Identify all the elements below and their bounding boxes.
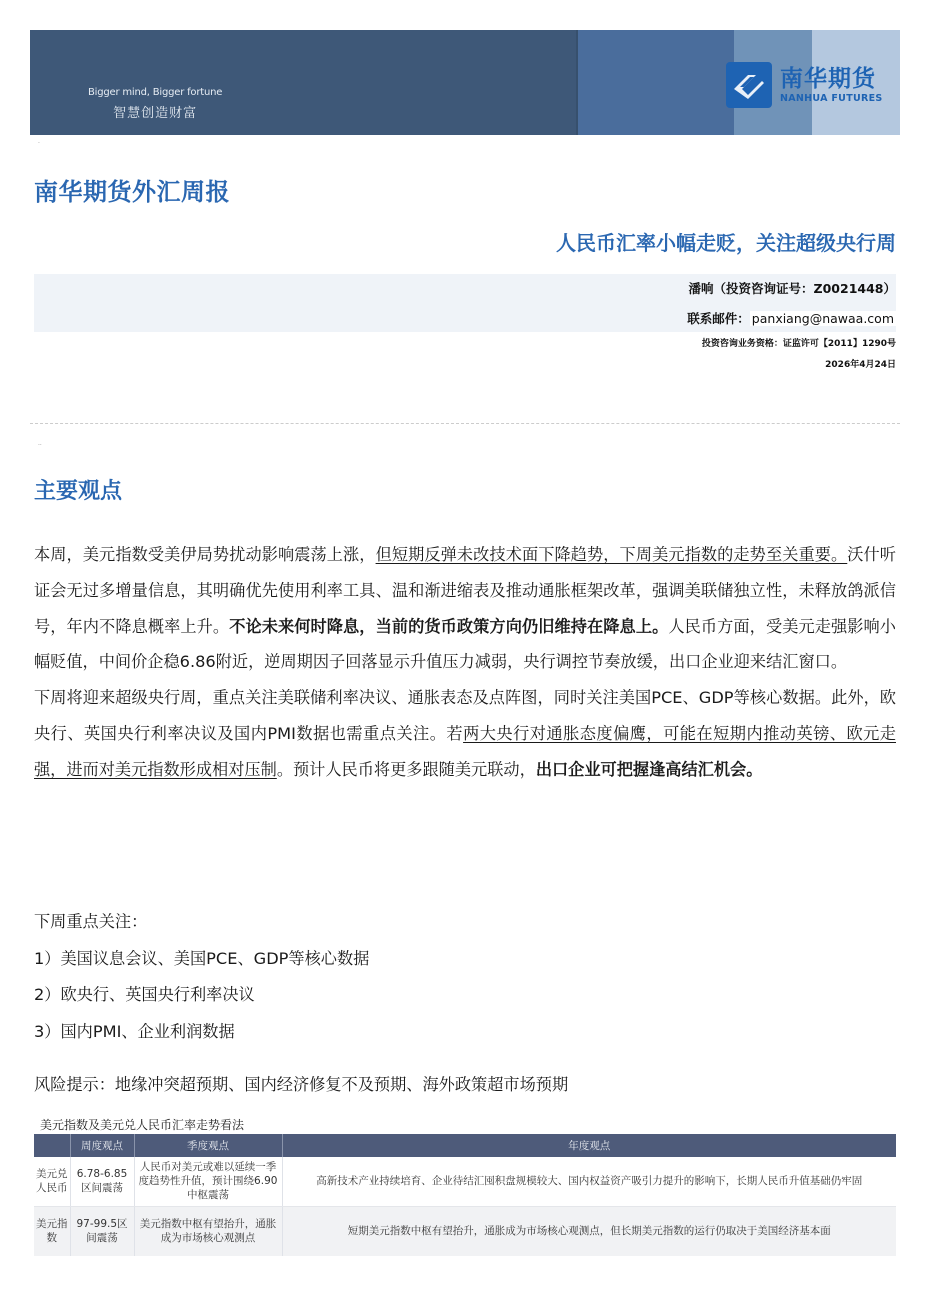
next-week-focus: [34, 904, 369, 1050]
paragraph-1: [34, 537, 896, 680]
text-run: 沃什听证会无过多增量信息，其明确优先使用利率工具、温和渐进缩表及推动通胀框架改革，强调美联储独立性，未释放鸽派信号，年内不降息概率上升。: [34, 545, 896, 636]
header-cell: 季度观点: [134, 1134, 282, 1157]
marker-dot: ··: [38, 442, 42, 449]
table-caption: 美元指数及美元兑人民币汇率走势看法: [40, 1118, 245, 1132]
quarterly-view: 人民币对美元或难以延续一季度趋势性升值，预计围绕6.90中枢震荡: [134, 1157, 282, 1206]
main-points-body: [34, 537, 896, 788]
bold-text: 不论未来何时降息，当前的货币政策方向仍旧维持在降息上。: [229, 616, 669, 636]
paragraph-2: [34, 680, 896, 787]
text-run: 人民币方面，受美元走强影响小幅贬值，中间价企稳6.86附近，逆周期因子回落显示升值压力减弱，央行调控节奏放缓，出口企业迎来结汇窗口。: [34, 616, 896, 672]
marker-dot: ·: [38, 140, 40, 147]
logo-mark-icon: [726, 62, 772, 108]
logo-text-cn: 南华期货: [780, 66, 876, 92]
bold-text: 出口企业可把握逢高结汇机会。: [535, 759, 763, 779]
header-cell: 年度观点: [282, 1134, 896, 1157]
contact-email-line: [687, 309, 896, 327]
weekly-view: 97-99.5区间震荡: [70, 1206, 134, 1256]
text-run: 下周将迎来超级央行周，重点关注美联储利率决议、通胀表态及点阵图，同时关注美国PCE、GDP等核心数据。此外，欧央行、英国央行利率决议及国内PMI数据也需重点关注。若: [34, 688, 896, 743]
row-label: 美元指数: [34, 1206, 70, 1256]
logo-text-en: NANHUA FUTURES: [780, 93, 883, 104]
table-row: [34, 1206, 896, 1256]
risk-warning: 风险提示：地缘冲突超预期、国内经济修复不及预期、海外政策超市场预期: [34, 1075, 569, 1094]
table-header-row: [34, 1134, 896, 1157]
quarterly-view: 美元指数中枢有望抬升，通胀成为市场核心观测点: [134, 1206, 282, 1256]
row-label: 美元兑人民币: [34, 1157, 70, 1206]
header-cell: 周度观点: [70, 1134, 134, 1157]
header-banner: [30, 30, 900, 135]
weekly-view: 6.78-6.85区间震荡: [70, 1157, 134, 1206]
analyst-name: 潘响（投资咨询证号：Z0021448）: [688, 281, 896, 296]
annual-view: 短期美元指数中枢有望抬升，通胀成为市场核心观测点，但长期美元指数的运行仍取决于美国经济基本面: [282, 1206, 896, 1256]
email-label: 联系邮件：: [687, 311, 750, 326]
section-divider: [30, 423, 900, 424]
focus-item: 3）国内PMI、企业利润数据: [34, 1021, 235, 1041]
outlook-table: [34, 1134, 896, 1256]
table-row: [34, 1157, 896, 1206]
underlined-text: 但短期反弹未改技术面下降趋势，下周美元指数的走势至关重要。: [375, 545, 848, 564]
text-run: 本周，美元指数受美伊局势扰动影响震荡上涨，: [34, 545, 376, 564]
company-logo: [726, 60, 896, 110]
focus-item: 1）美国议息会议、美国PCE、GDP等核心数据: [34, 948, 370, 968]
focus-heading: 下周重点关注：: [34, 912, 148, 931]
header-cell: [34, 1134, 70, 1157]
section-title-main-points: 主要观点: [34, 479, 123, 504]
report-title: 南华期货外汇周报: [34, 178, 230, 206]
qualification: 投资咨询业务资格：证监许可【2011】1290号: [701, 339, 896, 349]
underlined-text: 两大央行对通胀态度偏鹰，可能在短期内推动英镑、欧元走强，进而对美元指数形成相对压制: [34, 723, 896, 779]
banner-stripe: [578, 30, 734, 135]
annual-view: 高新技术产业持续培育、企业待结汇囤积盘规模较大、国内权益资产吸引力提升的影响下，长期人民币升值基础仍牢固: [282, 1157, 896, 1206]
report-date: 2026年4月24日: [825, 360, 896, 370]
report-subtitle: 人民币汇率小幅走贬，关注超级央行周: [556, 231, 896, 255]
email-link[interactable]: panxiang@nawaa.com: [751, 311, 894, 326]
text-run: 。预计人民币将更多跟随美元联动，: [276, 759, 536, 779]
slogan: [88, 87, 222, 121]
focus-item: 2）欧央行、英国央行利率决议: [34, 985, 255, 1004]
slogan-cn: 智慧创造财富: [113, 106, 198, 121]
slogan-en: Bigger mind, Bigger fortune: [88, 87, 223, 98]
